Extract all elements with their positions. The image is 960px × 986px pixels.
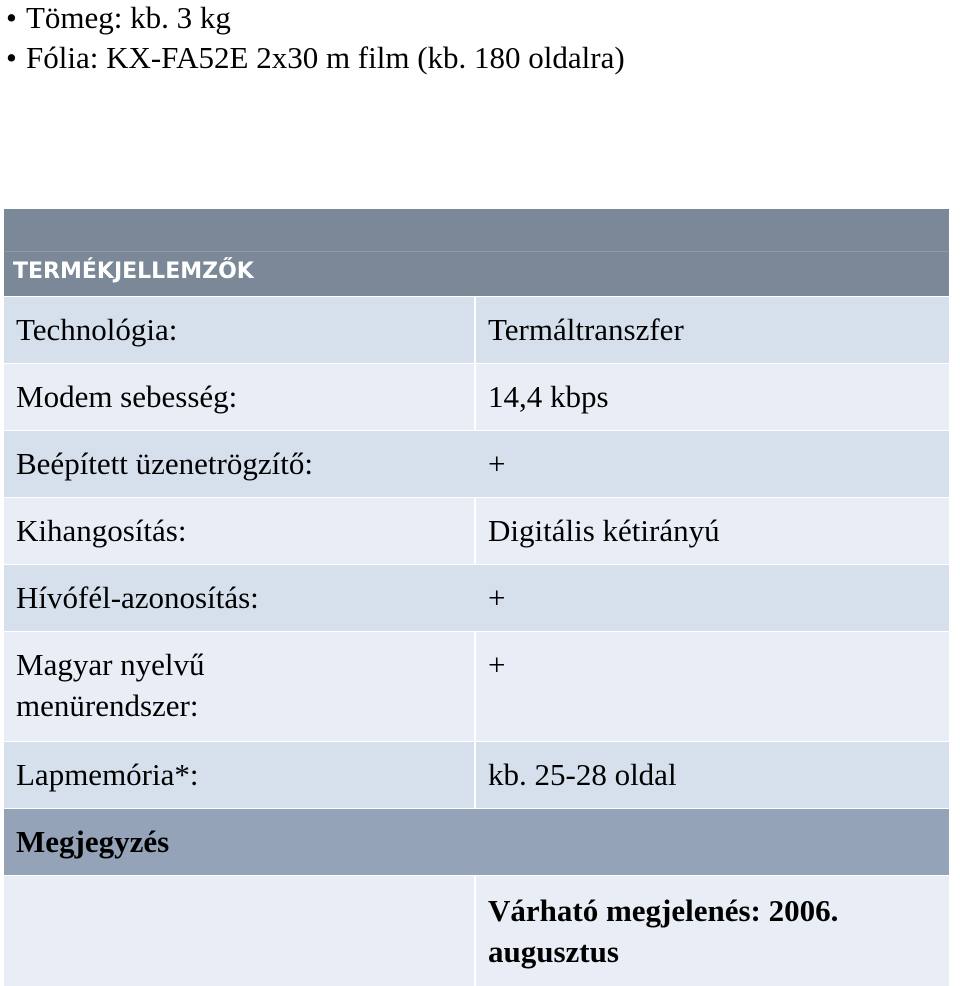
row-value: + — [488, 446, 506, 481]
row-label-line: menürendszer: — [16, 688, 199, 723]
row-value: 14,4 kbps — [488, 379, 609, 414]
column-divider — [474, 876, 476, 986]
column-divider — [474, 498, 476, 564]
table-header-band — [4, 209, 949, 251]
table-row — [4, 741, 949, 808]
row-label: Modem sebesség: — [16, 379, 238, 414]
table-row — [4, 497, 949, 564]
table-row — [4, 363, 949, 430]
row-value: Termáltranszfer — [488, 312, 684, 347]
row-label: Beépített üzenetrögzítő: — [16, 446, 313, 481]
row-label: Lapmemória*: — [16, 757, 199, 792]
bullet-text: Fólia: KX-FA52E 2x30 m film (kb. 180 oldalra) — [26, 40, 625, 75]
table-row — [4, 631, 949, 741]
table-row — [4, 430, 949, 497]
bullet-text: Tömeg: kb. 3 kg — [26, 0, 231, 35]
table-header-title: TERMÉKJELLEMZŐK — [13, 259, 254, 284]
note-text-line: Várható megjelenés: 2006. — [488, 893, 839, 928]
row-label — [16, 644, 205, 726]
bullet-symbol: • — [6, 40, 17, 75]
features-table — [4, 209, 949, 986]
table-header — [4, 251, 949, 296]
column-divider — [474, 632, 476, 741]
row-value: Digitális kétirányú — [488, 513, 720, 548]
row-label: Kihangosítás: — [16, 513, 187, 548]
note-text — [488, 890, 838, 972]
note-header-row — [4, 808, 949, 875]
row-value: kb. 25-28 oldal — [488, 757, 677, 792]
note-text-line: augusztus — [488, 934, 619, 969]
row-label: Technológia: — [16, 312, 178, 347]
bullet-symbol: • — [6, 0, 17, 35]
note-row — [4, 875, 949, 986]
table-row — [4, 564, 949, 631]
bullet-film — [6, 40, 625, 76]
row-value: + — [488, 647, 506, 682]
column-divider — [474, 364, 476, 430]
table-row — [4, 296, 949, 363]
row-value: + — [488, 580, 506, 615]
row-label: Hívófél-azonosítás: — [16, 580, 259, 615]
note-label: Megjegyzés — [16, 824, 170, 859]
row-label-line: Magyar nyelvű — [16, 647, 205, 682]
column-divider — [474, 297, 476, 363]
column-divider — [474, 742, 476, 808]
bullet-weight — [6, 0, 231, 36]
